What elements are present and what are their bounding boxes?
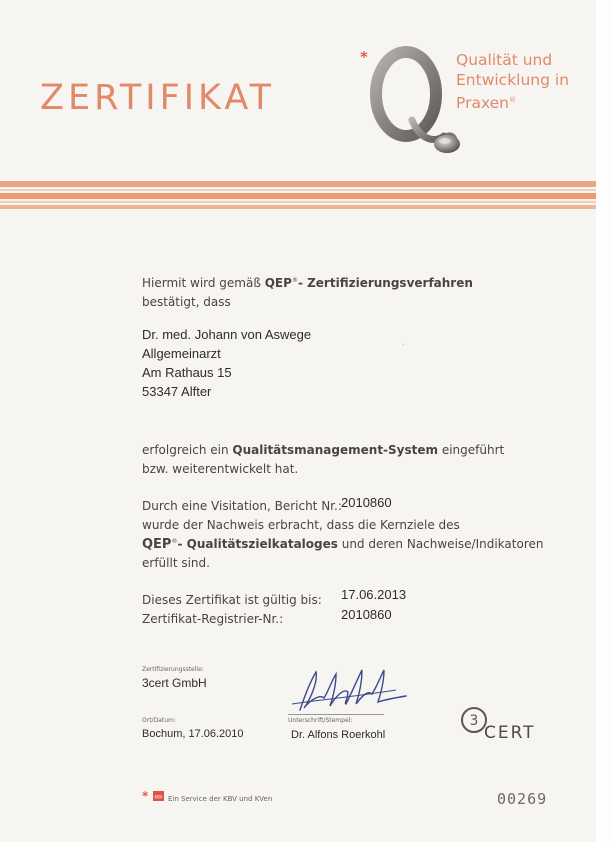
stray-mark: ˙ [401, 343, 405, 352]
recipient-name: Dr. med. Johann von Aswege [142, 327, 312, 342]
visitation-line-4: erfüllt sind. [142, 556, 210, 570]
svg-text:3: 3 [469, 713, 479, 729]
logo-line-3: Praxen® [456, 94, 517, 113]
certifier-label: Zertifizierungsstelle: [142, 666, 204, 673]
logo-line-2: Entwicklung in [456, 71, 570, 89]
place-date-value: Bochum, 17.06.2010 [142, 728, 244, 740]
handwritten-signature [286, 660, 412, 718]
page-edge [596, 0, 612, 842]
visitation-label: Durch eine Visitation, Bericht Nr.: [142, 499, 342, 513]
visitation-line-3: QEP®- Qualitätszielkataloges und deren Nachweise/Indikatoren [142, 537, 544, 552]
svg-text:*: * [142, 789, 149, 803]
svg-text:CERT: CERT [484, 723, 536, 742]
signature-label: Unterschrift/Stempel: [288, 717, 353, 724]
header-stripes [0, 181, 596, 211]
certificate-title: ZERTIFIKAT [40, 78, 275, 118]
logo-wordmark [456, 50, 569, 113]
serial-number: 00269 [497, 790, 548, 808]
kbv-asterisk-icon [141, 789, 165, 803]
logo-asterisk: * [360, 48, 368, 66]
result-line-2: bzw. weiterentwickelt hat. [142, 462, 299, 476]
valid-until-label: Dieses Zertifikat ist gültig bis: [142, 593, 322, 607]
recipient-city: 53347 Alfter [142, 384, 212, 399]
signatory-name: Dr. Alfons Roerkohl [291, 729, 386, 741]
report-number: 2010860 [341, 495, 392, 510]
signature-line [288, 714, 384, 715]
registry-number: 2010860 [341, 607, 392, 622]
logo-line-1: Qualität und [456, 51, 553, 69]
intro-line-2: bestätigt, dass [142, 295, 231, 309]
service-note: Ein Service der KBV und KVen [168, 795, 273, 803]
visitation-line-2: wurde der Nachweis erbracht, dass die Kernziele des [142, 518, 460, 532]
qep-stethoscope-logo-icon [366, 44, 466, 164]
svg-text:KBV: KBV [154, 794, 163, 800]
registry-label: Zertifikat-Registrier-Nr.: [142, 612, 284, 626]
place-date-label: Ort/Datum: [142, 717, 176, 724]
valid-until-date: 17.06.2013 [341, 587, 407, 602]
intro-line-1: Hiermit wird gemäß QEP®- Zertifizierungsverfahren [142, 276, 473, 290]
recipient-profession: Allgemeinarzt [142, 346, 221, 361]
certifier-name: 3cert GmbH [142, 676, 207, 690]
recipient-street: Am Rathaus 15 [142, 365, 232, 380]
result-line-1: erfolgreich ein Qualitätsmanagement-System eingeführt [142, 443, 505, 457]
3cert-logo-icon [458, 706, 548, 742]
